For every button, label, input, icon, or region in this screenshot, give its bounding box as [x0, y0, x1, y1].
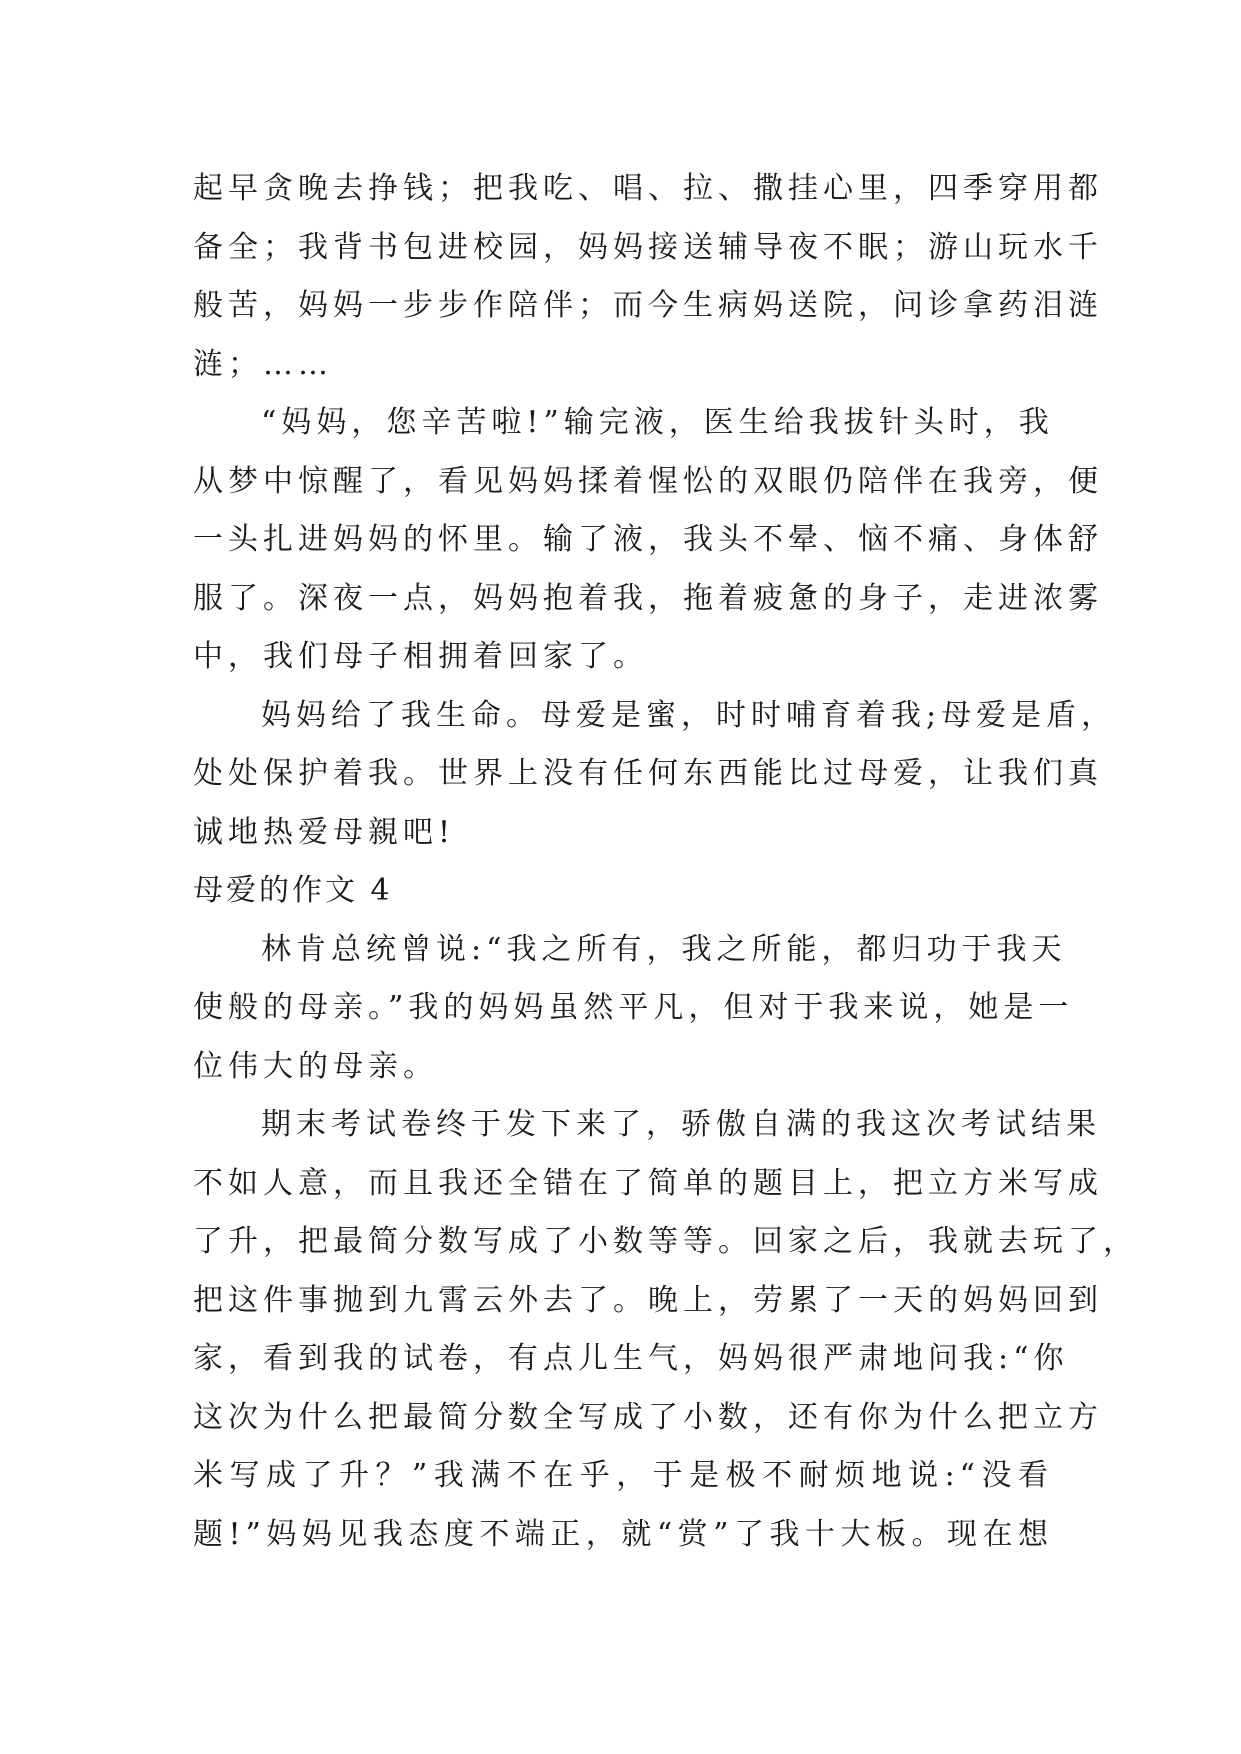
text-line: 从梦中惊醒了，看见妈妈揉着惺忪的双眼仍陪伴在我旁，便: [193, 463, 1103, 499]
text-line: 米写成了升？”我满不在乎，于是极不耐烦地说:“没看: [193, 1458, 1053, 1493]
text-line: 处处保护着我。世界上没有任何东西能比过母爱，让我们真: [193, 756, 1103, 791]
text-line: 一头扎进妈妈的怀里。输了液，我头不晕、恼不痛、身体舒: [193, 522, 1103, 557]
paragraph: [193, 1096, 1138, 1564]
text-line: 诚地热爱母親吧!: [193, 814, 456, 850]
text-line: 服了。深夜一点，妈妈抱着我，拖着疲惫的身子，走进浓雾: [193, 580, 1103, 616]
paragraph: [193, 921, 1074, 1097]
text-line: 使般的母亲。”我的妈妈虽然平凡，但对于我来说，她是一: [193, 990, 1074, 1025]
text-line: 备全；我背书包进校园，妈妈接送辅导夜不眠；游山玩水千: [193, 229, 1103, 265]
text-line: 中，我们母子相拥着回家了。: [193, 639, 648, 674]
text-line: 把这件事抛到九霄云外去了。晚上，劳累了一天的妈妈回到: [193, 1282, 1103, 1318]
paragraph: [193, 687, 1117, 863]
section-heading: [193, 862, 1053, 921]
text-line: “妈妈，您辛苦啦!”输完液，医生给我拔针头时，我: [261, 405, 1054, 440]
text-line: 期末考试卷终于发下来了，骄傲自满的我这次考试结果: [261, 1107, 1101, 1142]
text-line: 位伟大的母亲。: [193, 1048, 438, 1084]
text-line: 林肯总统曾说:“我之所有，我之所能，都归功于我天: [261, 931, 1067, 967]
text-line: 妈妈给了我生命。母爱是蜜，时时哺育着我;母爱是盾，: [261, 697, 1117, 733]
heading-line: 母爱的作文 4: [193, 873, 393, 908]
text-line: 这次为什么把最简分数全写成了小数，还有你为什么把立方: [193, 1399, 1103, 1435]
paragraph: [193, 394, 1103, 687]
text-line: 起早贪晚去挣钱；把我吃、唱、拉、撒挂心里，四季穿用都: [193, 171, 1103, 206]
text-line: 了升，把最简分数写成了小数等等。回家之后，我就去玩了，: [193, 1224, 1138, 1259]
paragraph: [193, 160, 1103, 394]
text-line: 涟；……: [193, 346, 333, 382]
text-line: 题!”妈妈见我态度不端正，就“赏”了我十大板。现在想: [193, 1516, 1053, 1552]
text-line: 家，看到我的试卷，有点儿生气，妈妈很严肃地问我:“你: [193, 1341, 1069, 1376]
text-line: 不如人意，而且我还全错在了简单的题目上，把立方米写成: [193, 1165, 1103, 1201]
text-line: 般苦，妈妈一步步作陪伴；而今生病妈送院，问诊拿药泪涟: [193, 288, 1103, 323]
document-body: [193, 160, 1138, 1564]
